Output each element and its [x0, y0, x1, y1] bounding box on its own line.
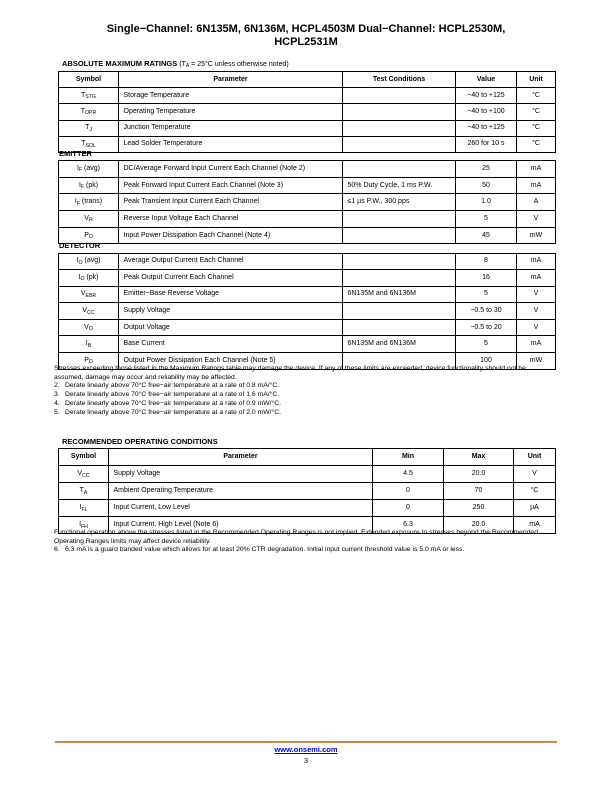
functional-operation-paragraph: Functional operation above the stresses listed in the Recommended Operating Ranges is not implied. Extended exposure to stresses beyond the Recommended Operating Ranges limits may affect device reliability.	[54, 529, 538, 545]
parameter-cell: Input Power Dissipation Each Channel (Note 4)	[119, 227, 343, 244]
detector-section-label: DETECTOR	[59, 241, 101, 250]
title-line-2: HCPL2531M	[274, 35, 338, 48]
test-conditions-cell	[343, 253, 456, 270]
note-text: 6.3 mA is a guard banded value which allows for at least 20% CTR degradation. Initial input current threshold value is 5.0 mA or less.	[65, 546, 465, 554]
abs-max-notes	[54, 365, 557, 417]
test-conditions-cell: 50% Duty Cycle, 1 ms P.W.	[343, 177, 456, 194]
symbol-cell: $I_F$ (trans)	[59, 194, 119, 211]
page-number: 3	[303, 756, 309, 765]
parameter-cell: Output Power Dissipation Each Channel (Note 5)	[119, 353, 343, 370]
symbol-header: Symbol	[59, 449, 109, 466]
value-cell: 100	[456, 353, 517, 370]
test-conditions-cell	[343, 104, 456, 120]
onsemi-link[interactable]: www.onsemi.com	[274, 745, 338, 754]
parameter-cell: Reverse Input Voltage Each Channel	[119, 211, 343, 228]
value-cell: −40 to +125	[456, 88, 517, 104]
parameter-cell: Storage Temperature	[119, 88, 343, 104]
table-row	[59, 194, 556, 211]
symbol-cell: $V_R$	[59, 211, 119, 228]
value-cell: −40 to +125	[456, 120, 517, 136]
parameter-cell: Output Voltage	[119, 319, 343, 336]
symbol-cell: $I_B$	[59, 336, 119, 353]
test-conditions-cell	[343, 270, 456, 287]
max-cell: 20.0	[444, 517, 514, 534]
value-cell: 1.0	[456, 194, 517, 211]
unit-cell: °C	[514, 483, 556, 500]
table-row	[59, 161, 556, 178]
parameter-cell: Base Current	[119, 336, 343, 353]
note-text: Derate linearly above 70°C free−air temperature at a rate of 0.9 mW/°C.	[65, 399, 282, 407]
test-conditions-cell: ≤1 µs P.W., 300 pps	[343, 194, 456, 211]
note-number: 2.	[54, 382, 60, 390]
abs-max-ratings-heading	[62, 59, 289, 68]
table-row	[59, 466, 556, 483]
note-number: 5.	[54, 408, 60, 416]
parameter-cell: Peak Output Current Each Channel	[119, 270, 343, 287]
parameter-cell: Ambient Operating Temperature	[109, 483, 373, 500]
test-conditions-cell	[343, 161, 456, 178]
value-cell: 8	[456, 253, 517, 270]
table-row	[59, 500, 556, 517]
parameter-cell: Peak Transient Input Current Each Channel	[119, 194, 343, 211]
unit-cell: °C	[517, 104, 556, 120]
min-cell: 0	[373, 483, 444, 500]
unit-cell: °C	[517, 88, 556, 104]
note-number: 4.	[54, 399, 60, 407]
value-cell: −40 to +100	[456, 104, 517, 120]
note-number: 6.	[54, 546, 60, 554]
unit-cell: mA	[517, 270, 556, 287]
stress-note-paragraph: Stresses exceeding those listed in the Maximum Ratings table may damage the device. If any of these limits are exceeded, device functionality should not be assumed, damage may occur and reliability may be affected.	[54, 365, 526, 381]
min-header: Min	[373, 449, 444, 466]
symbol-cell: $I_O$ (pk)	[59, 270, 119, 287]
test-conditions-cell	[343, 120, 456, 136]
note-text: Derate linearly above 70°C free−air temperature at a rate of 1.6 mA/°C.	[65, 391, 280, 399]
symbol-cell: $I_O$ (avg)	[59, 253, 119, 270]
value-header: Value	[456, 72, 517, 88]
parameter-cell: Input Current, High Level (Note 6)	[109, 517, 373, 534]
max-header: Max	[444, 449, 514, 466]
note-3	[54, 391, 557, 400]
max-cell: 70	[444, 483, 514, 500]
unit-cell: V	[514, 466, 556, 483]
table-row	[59, 286, 556, 303]
min-cell: 0	[373, 500, 444, 517]
note-2	[54, 382, 557, 391]
test-conditions-cell	[343, 227, 456, 244]
unit-cell: mA	[517, 177, 556, 194]
parameter-cell: Peak Forward Input Current Each Channel (Note 3)	[119, 177, 343, 194]
unit-cell: V	[517, 211, 556, 228]
table-row	[59, 303, 556, 320]
table-row	[59, 177, 556, 194]
test-conditions-cell	[343, 319, 456, 336]
parameter-cell: Junction Temperature	[119, 120, 343, 136]
table-row	[59, 211, 556, 228]
test-conditions-cell: 6N135M and 6N136M	[343, 286, 456, 303]
detector-table	[58, 253, 556, 370]
unit-header: Unit	[517, 72, 556, 88]
note-6	[54, 546, 557, 555]
test-conditions-cell	[343, 211, 456, 228]
test-conditions-header: Test Conditions	[343, 72, 456, 88]
unit-cell: A	[517, 194, 556, 211]
symbol-cell: $V_O$	[59, 319, 119, 336]
table-header-row	[59, 449, 556, 466]
abs-max-ratings-heading-bold: ABSOLUTE MAXIMUM RATINGS	[62, 59, 178, 68]
emitter-section-label: EMITTER	[59, 149, 92, 158]
value-cell: 5	[456, 336, 517, 353]
unit-cell: mW	[517, 227, 556, 244]
max-cell: 20.0	[444, 466, 514, 483]
symbol-cell: $V_{EBR}$	[59, 286, 119, 303]
parameter-cell: Average Output Current Each Channel	[119, 253, 343, 270]
note-4	[54, 400, 557, 409]
parameter-cell: DC/Average Forward Input Current Each Channel (Note 2)	[119, 161, 343, 178]
unit-cell: V	[517, 303, 556, 320]
table-row	[59, 319, 556, 336]
note-5	[54, 409, 557, 418]
table-row	[59, 336, 556, 353]
parameter-cell: Emitter−Base Reverse Voltage	[119, 286, 343, 303]
test-conditions-cell	[343, 88, 456, 104]
value-cell: −0.5 to 20	[456, 319, 517, 336]
test-conditions-cell: 6N135M and 6N136M	[343, 336, 456, 353]
page-title	[0, 23, 612, 48]
table-row	[59, 483, 556, 500]
table-row	[59, 104, 556, 120]
unit-cell: mA	[517, 336, 556, 353]
value-cell: 5	[456, 211, 517, 228]
unit-cell: mA	[517, 253, 556, 270]
footer-rule	[55, 741, 557, 743]
table-row	[59, 120, 556, 136]
symbol-header: Symbol	[59, 72, 119, 88]
recommended-operating-conditions-table	[58, 448, 556, 534]
unit-cell: mW	[517, 353, 556, 370]
value-cell: 50	[456, 177, 517, 194]
footer-link-row	[0, 745, 612, 754]
table-row	[59, 270, 556, 287]
roc-notes	[54, 529, 557, 555]
table-row	[59, 88, 556, 104]
unit-cell: µA	[514, 500, 556, 517]
symbol-cell: $I_{FL}$	[59, 500, 109, 517]
max-cell: 250	[444, 500, 514, 517]
symbol-cell: $V_{CC}$	[59, 303, 119, 320]
title-line-1: Single−Channel: 6N135M, 6N136M, HCPL4503M Dual−Channel: HCPL2530M,	[106, 23, 506, 35]
table-row	[59, 136, 556, 152]
symbol-cell: $T_{OPR}$	[59, 104, 119, 120]
parameter-header: Parameter	[119, 72, 343, 88]
parameter-cell: Supply Voltage	[109, 466, 373, 483]
symbol-cell: $I_F$ (avg)	[59, 161, 119, 178]
note-text: Derate linearly above 70°C free−air temperature at a rate of 2.0 mW/°C.	[65, 408, 282, 416]
symbol-cell: $V_{CC}$	[59, 466, 109, 483]
value-cell: 260 for 10 s	[456, 136, 517, 152]
unit-cell: °C	[517, 136, 556, 152]
test-conditions-cell	[343, 136, 456, 152]
symbol-cell: $T_J$	[59, 120, 119, 136]
symbol-cell: $T_{STG}$	[59, 88, 119, 104]
table-row	[59, 227, 556, 244]
unit-cell: V	[517, 319, 556, 336]
value-cell: 16	[456, 270, 517, 287]
note-number: 3.	[54, 391, 60, 399]
value-cell: 25	[456, 161, 517, 178]
parameter-cell: Operating Temperature	[119, 104, 343, 120]
note-text: Derate linearly above 70°C free−air temperature at a rate of 0.8 mA/°C.	[65, 382, 280, 390]
absolute-maximum-ratings-table	[58, 71, 556, 153]
abs-max-ratings-condition: ($T_A = 25^\circ C$ unless otherwise noted)	[179, 61, 289, 70]
parameter-cell: Lead Solder Temperature	[119, 136, 343, 152]
symbol-cell: $I_{FH}$	[59, 517, 109, 534]
min-cell: 6.3	[373, 517, 444, 534]
symbol-cell: $T_A$	[59, 483, 109, 500]
symbol-cell: $P_D$	[59, 353, 119, 370]
test-conditions-cell	[343, 303, 456, 320]
unit-cell: mA	[514, 517, 556, 534]
parameter-cell: Input Current, Low Level	[109, 500, 373, 517]
table-header-row	[59, 72, 556, 88]
unit-cell: V	[517, 286, 556, 303]
value-cell: −0.5 to 30	[456, 303, 517, 320]
unit-cell: mA	[517, 161, 556, 178]
parameter-header: Parameter	[109, 449, 373, 466]
value-cell: 5	[456, 286, 517, 303]
symbol-cell: $P_D$	[59, 227, 119, 244]
symbol-cell: $T_{SOL}$	[59, 136, 119, 152]
recommended-operating-conditions-heading: RECOMMENDED OPERATING CONDITIONS	[62, 437, 218, 446]
unit-cell: °C	[517, 120, 556, 136]
symbol-cell: $I_F$ (pk)	[59, 177, 119, 194]
min-cell: 4.5	[373, 466, 444, 483]
table-row	[59, 253, 556, 270]
parameter-cell: Supply Voltage	[119, 303, 343, 320]
unit-header: Unit	[514, 449, 556, 466]
emitter-table	[58, 160, 556, 244]
value-cell: 45	[456, 227, 517, 244]
